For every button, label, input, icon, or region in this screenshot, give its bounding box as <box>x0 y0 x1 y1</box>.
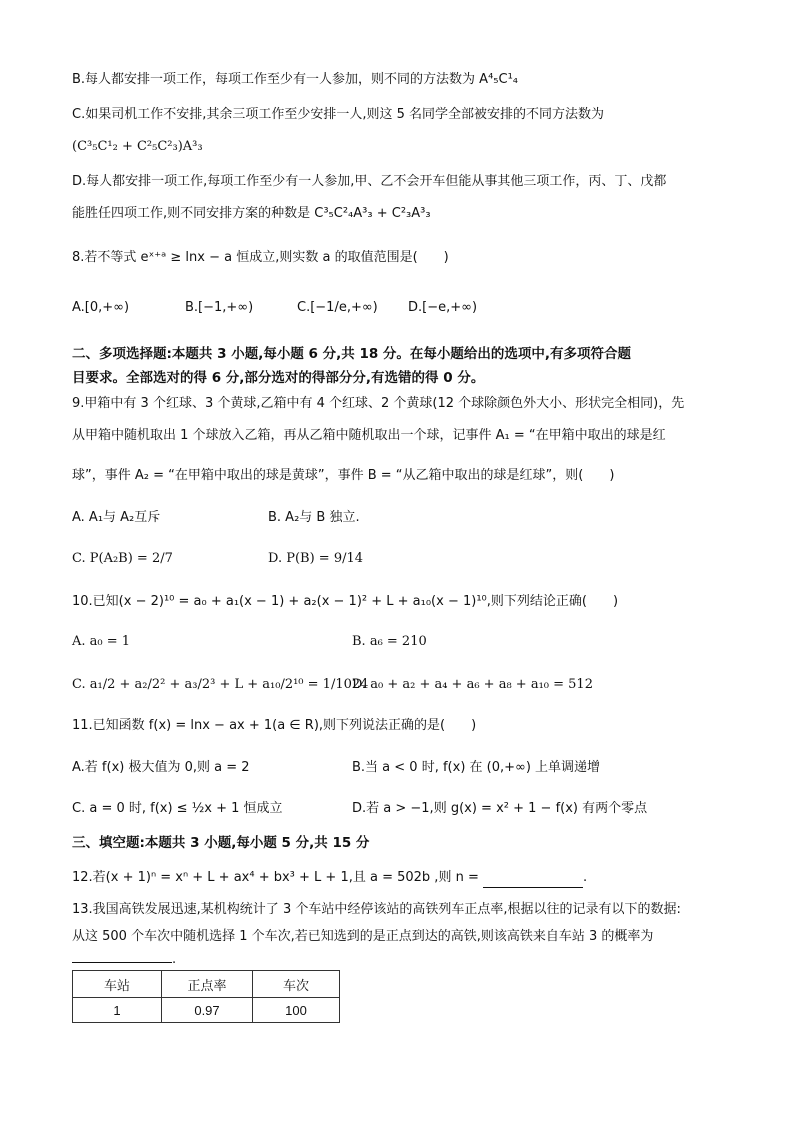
q11-option-c: C. a = 0 时, f(x) ≤ ½x + 1 恒成立 <box>72 801 283 816</box>
section-2-title-line1: 二、多项选择题:本题共 3 小题,每小题 6 分,共 18 分。在每小题给出的选项中,有多项符合题 <box>72 346 632 362</box>
table-cell-train-count: 100 <box>253 998 340 1023</box>
table-cell-station: 1 <box>73 998 162 1023</box>
q13-answer-row: . <box>72 948 176 970</box>
q12-stem-row <box>72 868 587 888</box>
q7-option-d-line1: D.每人都安排一项工作,每项工作至少有一人参加,甲、乙不会开车但能从事其他三项工作，丙、丁、戊都 <box>72 174 667 189</box>
table-header-row <box>73 971 340 998</box>
q13-stem-line1: 13.我国高铁发展迅速,某机构统计了 3 个车站中经停该站的高铁列车正点率,根据以往的记录有以下的数据: <box>72 902 681 917</box>
section-3-title: 三、填空题:本题共 3 小题,每小题 5 分,共 15 分 <box>72 835 370 851</box>
q13-stem-line2: 从这 500 个车次中随机选择 1 个车次,若已知选到的是正点到达的高铁,则该高铁来自车站 3 的概率为 <box>72 929 654 944</box>
q8-option-c: C.[−1/e,+∞) <box>297 300 378 315</box>
q10-option-d: D. a₀ + a₂ + a₄ + a₆ + a₈ + a₁₀ = 512 <box>352 677 593 692</box>
table-header-ontime-rate: 正点率 <box>162 971 253 998</box>
table-header-station: 车站 <box>73 971 162 998</box>
q10-stem: 10.已知(x − 2)¹⁰ = a₀ + a₁(x − 1) + a₂(x − 1)² + L + a₁₀(x − 1)¹⁰,则下列结论正确( ) <box>72 594 619 609</box>
q10-option-b: B. a₆ = 210 <box>352 634 427 649</box>
q11-option-d: D.若 a > −1,则 g(x) = x² + 1 − f(x) 有两个零点 <box>352 801 648 816</box>
q12-answer-blank[interactable] <box>483 873 583 888</box>
q8-stem: 8.若不等式 eˣ⁺ᵃ ≥ lnx − a 恒成立,则实数 a 的取值范围是( ) <box>72 250 449 265</box>
q7-option-d-line2: 能胜任四项工作,则不同安排方案的种数是 C³₅C²₄A³₃ + C²₃A³₃ <box>72 206 431 221</box>
q9-option-b: B. A₂与 B 独立. <box>268 510 360 525</box>
q11-stem: 11.已知函数 f(x) = lnx − ax + 1(a ∈ R),则下列说法正确的是( ) <box>72 718 477 733</box>
q12-period: . <box>582 870 588 885</box>
q10-option-c: C. a₁/2 + a₂/2² + a₃/2³ + L + a₁₀/2¹⁰ = 1/1024 <box>72 677 369 692</box>
q12-stem: 12.若(x + 1)ⁿ = xⁿ + L + ax⁴ + bx³ + L + 1,且 a = 502b ,则 n = <box>72 870 479 885</box>
q11-option-b: B.当 a < 0 时, f(x) 在 (0,+∞) 上单调递增 <box>352 760 601 775</box>
q9-stem-line2: 从甲箱中随机取出 1 个球放入乙箱，再从乙箱中随机取出一个球，记事件 A₁ = “在甲箱中取出的球是红 <box>72 428 666 443</box>
q7-option-c-line2: (C³₅C¹₂ + C²₅C²₃)A³₃ <box>72 139 203 154</box>
section-2-title-line2: 目要求。全部选对的得 6 分,部分选对的得部分分,有选错的得 0 分。 <box>72 370 485 386</box>
q8-option-a: A.[0,+∞) <box>72 300 130 315</box>
q8-option-d: D.[−e,+∞) <box>408 300 478 315</box>
q11-option-a: A.若 f(x) 极大值为 0,则 a = 2 <box>72 760 250 775</box>
q9-option-a: A. A₁与 A₂互斥 <box>72 510 161 525</box>
q10-option-a: A. a₀ = 1 <box>72 634 131 649</box>
q9-stem-line3: 球”，事件 A₂ = “在甲箱中取出的球是黄球”，事件 B = “从乙箱中取出的球是红球”，则( ) <box>72 468 615 483</box>
q8-option-b: B.[−1,+∞) <box>185 300 254 315</box>
q7-option-b: B.每人都安排一项工作，每项工作至少有一人参加，则不同的方法数为 A⁴₅C¹₄ <box>72 72 518 87</box>
q7-option-c-line1: C.如果司机工作不安排,其余三项工作至少安排一人,则这 5 名同学全部被安排的不同方法数为 <box>72 107 605 122</box>
q9-option-c: C. P(A₂B) = 2/7 <box>72 551 173 566</box>
table-cell-ontime-rate: 0.97 <box>162 998 253 1023</box>
table-row <box>73 998 340 1023</box>
q13-answer-blank[interactable] <box>72 948 172 963</box>
q9-option-d: D. P(B) = 9/14 <box>268 551 364 566</box>
table-header-train-count: 车次 <box>253 971 340 998</box>
station-table <box>72 970 340 1023</box>
q9-stem-line1: 9.甲箱中有 3 个红球、3 个黄球,乙箱中有 4 个红球、2 个黄球(12 个球除颜色外大小、形状完全相同)，先 <box>72 396 685 411</box>
